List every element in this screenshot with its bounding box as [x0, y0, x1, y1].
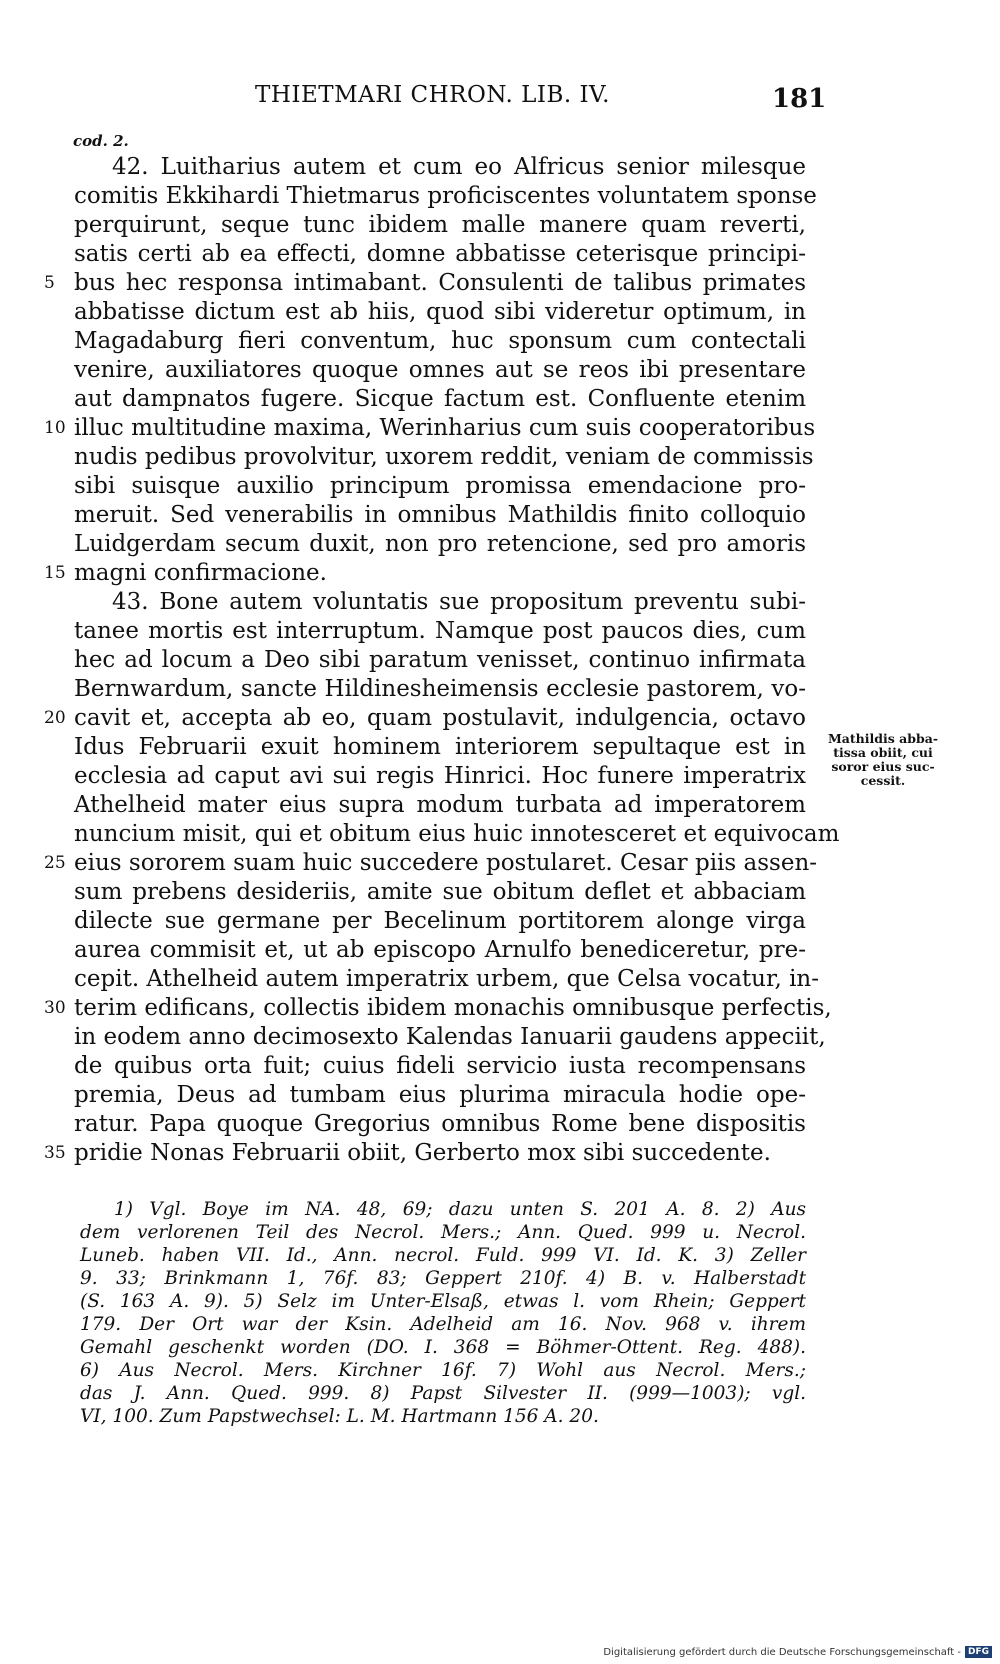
text-line [74, 385, 806, 414]
line-text: ratur. Papa quoque Gregorius omnibus Rome bene dispositis [74, 1111, 806, 1137]
text-line [74, 936, 806, 965]
text-line [74, 1023, 826, 1052]
line-text: cavit et, accepta ab eo, quam postulavit, indulgencia, octavo [74, 705, 806, 731]
line-text: nuncium misit, qui et obitum eius huic innotesceret et equivocam [74, 821, 840, 847]
text-line [74, 878, 806, 907]
footer-text: Digitalisierung gefördert durch die Deutsche Forschungsgemeinschaft - [603, 1646, 961, 1658]
main-text [44, 153, 840, 1168]
text-line [74, 1052, 806, 1081]
footnotes [80, 1198, 806, 1428]
line-text: cepit. Athelheid autem imperatrix urbem, que Celsa vocatur, in- [74, 966, 820, 992]
line-text: pridie Nonas Februarii obiit, Gerberto mox sibi succedente. [74, 1140, 771, 1166]
line-text: satis certi ab ea effecti, domne abbatisse ceterisque principi- [74, 241, 806, 267]
line-text: sum prebens desideriis, amite sue obitum deflet et abbaciam [74, 879, 806, 905]
line-text: premia, Deus ad tumbam eius plurima miracula hodie ope- [74, 1082, 806, 1108]
text-line [74, 907, 806, 936]
digitization-footer [603, 1646, 992, 1658]
text-line [74, 588, 806, 617]
text-line [74, 298, 806, 327]
line-number: 5 [44, 273, 55, 293]
text-line [44, 269, 806, 298]
page-number: 181 [772, 84, 827, 114]
line-number: 30 [44, 998, 66, 1018]
line-text: de quibus orta fuit; cuius fideli servicio iusta recompensans [74, 1053, 806, 1079]
text-line [74, 1081, 806, 1110]
line-text: Athelheid mater eius supra modum turbata ad imperatorem [74, 792, 806, 818]
text-line [74, 211, 806, 240]
running-header [0, 82, 1000, 122]
footnote-line: dem verlorenen Teil des Necrol. Mers.; Ann. Qued. 999 u. Necrol. [80, 1222, 806, 1243]
text-line [74, 675, 806, 704]
line-text: Bernwardum, sancte Hildinesheimensis ecclesie pastorem, vo- [74, 676, 806, 702]
text-line [74, 965, 820, 994]
text-line [74, 820, 840, 849]
line-text: 43. Bone autem voluntatis sue propositum preventu subi- [112, 589, 806, 615]
text-line [74, 356, 806, 385]
line-number: 35 [44, 1143, 66, 1163]
running-title: THIETMARI CHRON. LIB. IV. [255, 82, 610, 108]
margin-note-line: tissa obiit, cui [833, 745, 933, 760]
text-line [74, 443, 814, 472]
codex-note: cod. 2. [73, 132, 129, 150]
text-line [74, 501, 806, 530]
text-line [74, 530, 806, 559]
line-text: eius sororem suam huic succedere postularet. Cesar piis assen- [74, 850, 818, 876]
footnote-line: Gemahl geschenkt worden (DO. I. 368 = Böhmer-Ottent. Reg. 488). [80, 1337, 806, 1358]
text-line [44, 414, 816, 443]
line-text: illuc multitudine maxima, Werinharius cum suis cooperatoribus [74, 415, 816, 441]
footnote-line: das J. Ann. Qued. 999. 8) Papst Silvester II. (999—1003); vgl. [80, 1383, 806, 1404]
text-line [44, 849, 818, 878]
line-text: nudis pedibus provolvitur, uxorem reddit, veniam de commissis [74, 444, 814, 470]
text-line [74, 762, 806, 791]
line-text: meruit. Sed venerabilis in omnibus Mathildis finito colloquio [74, 502, 806, 528]
footnote-line: 9. 33; Brinkmann 1, 76f. 83; Geppert 210f. 4) B. v. Halberstadt [80, 1268, 806, 1289]
line-text: aut dampnatos fugere. Sicque factum est. Confluente etenim [74, 386, 806, 412]
footnote-line: 1) Vgl. Boye im NA. 48, 69; dazu unten S. 201 A. 8. 2) Aus [114, 1199, 806, 1220]
text-line [44, 704, 806, 733]
line-text: hec ad locum a Deo sibi paratum venisset, continuo infirmata [74, 647, 806, 673]
line-text: comitis Ekkihardi Thietmarus proficiscentes voluntatem sponse [74, 183, 817, 209]
line-number: 25 [44, 853, 66, 873]
line-text: terim edificans, collectis ibidem monachis omnibusque perfectis, [74, 995, 832, 1021]
line-text: 42. Luitharius autem et cum eo Alfricus senior milesque [112, 154, 806, 180]
line-text: venire, auxiliatores quoque omnes aut se reos ibi presentare [74, 357, 806, 383]
line-text: abbatisse dictum est ab hiis, quod sibi videretur optimum, in [74, 299, 806, 325]
text-line [74, 327, 806, 356]
line-text: ecclesia ad caput avi sui regis Hinrici. Hoc funere imperatrix [74, 763, 806, 789]
footnote-line: Luneb. haben VII. Id., Ann. necrol. Fuld. 999 VI. Id. K. 3) Zeller [80, 1245, 806, 1266]
line-text: tanee mortis est interruptum. Namque post paucos dies, cum [74, 618, 806, 644]
line-text: magni confirmacione. [74, 560, 327, 586]
line-text: bus hec responsa intimabant. Consulenti de talibus primates [74, 270, 806, 296]
line-number: 20 [44, 708, 66, 728]
margin-note-line: Mathildis abba- [827, 731, 939, 746]
text-line [74, 646, 806, 675]
line-text: dilecte sue germane per Becelinum portitorem alonge virga [74, 908, 806, 934]
margin-note-line: cessit. [860, 773, 906, 788]
text-line [74, 733, 806, 762]
footnote-line: (S. 163 A. 9). 5) Selz im Unter-Elsaß, etwas l. vom Rhein; Geppert [80, 1291, 806, 1312]
line-text: in eodem anno decimosexto Kalendas Ianuarii gaudens appeciit, [74, 1024, 826, 1050]
text-line [74, 617, 806, 646]
footnote-line: VI, 100. Zum Papstwechsel: L. M. Hartmann 156 A. 20. [80, 1406, 599, 1427]
line-number: 15 [44, 563, 66, 583]
margin-note-line: soror eius suc- [831, 759, 935, 774]
text-line [74, 153, 806, 182]
text-line [44, 994, 832, 1023]
footnote-line: 179. Der Ort war der Ksin. Adelheid am 16. Nov. 968 v. ihrem [80, 1314, 806, 1335]
line-text: Luidgerdam secum duxit, non pro retencione, sed pro amoris [74, 531, 806, 557]
text-line [74, 472, 806, 501]
text-line [74, 182, 817, 211]
text-line [74, 240, 806, 269]
text-line [44, 1139, 806, 1168]
text-line [44, 559, 806, 588]
line-number: 10 [44, 418, 66, 438]
line-text: sibi suisque auxilio principum promissa emendacione pro- [74, 473, 806, 499]
line-text: perquirunt, seque tunc ibidem malle manere quam reverti, [74, 212, 806, 238]
text-line [74, 791, 806, 820]
footnote-line: 6) Aus Necrol. Mers. Kirchner 16f. 7) Wohl aus Necrol. Mers.; [80, 1360, 806, 1381]
line-text: aurea commisit et, ut ab episcopo Arnulfo benediceretur, pre- [74, 937, 806, 963]
line-text: Magadaburg fieri conventum, huc sponsum cum contectali [74, 328, 806, 354]
line-text: Idus Februarii exuit hominem interiorem sepultaque est in [74, 734, 806, 760]
dfg-logo: DFG [965, 1646, 992, 1658]
margin-note [808, 732, 958, 788]
text-line [74, 1110, 806, 1139]
